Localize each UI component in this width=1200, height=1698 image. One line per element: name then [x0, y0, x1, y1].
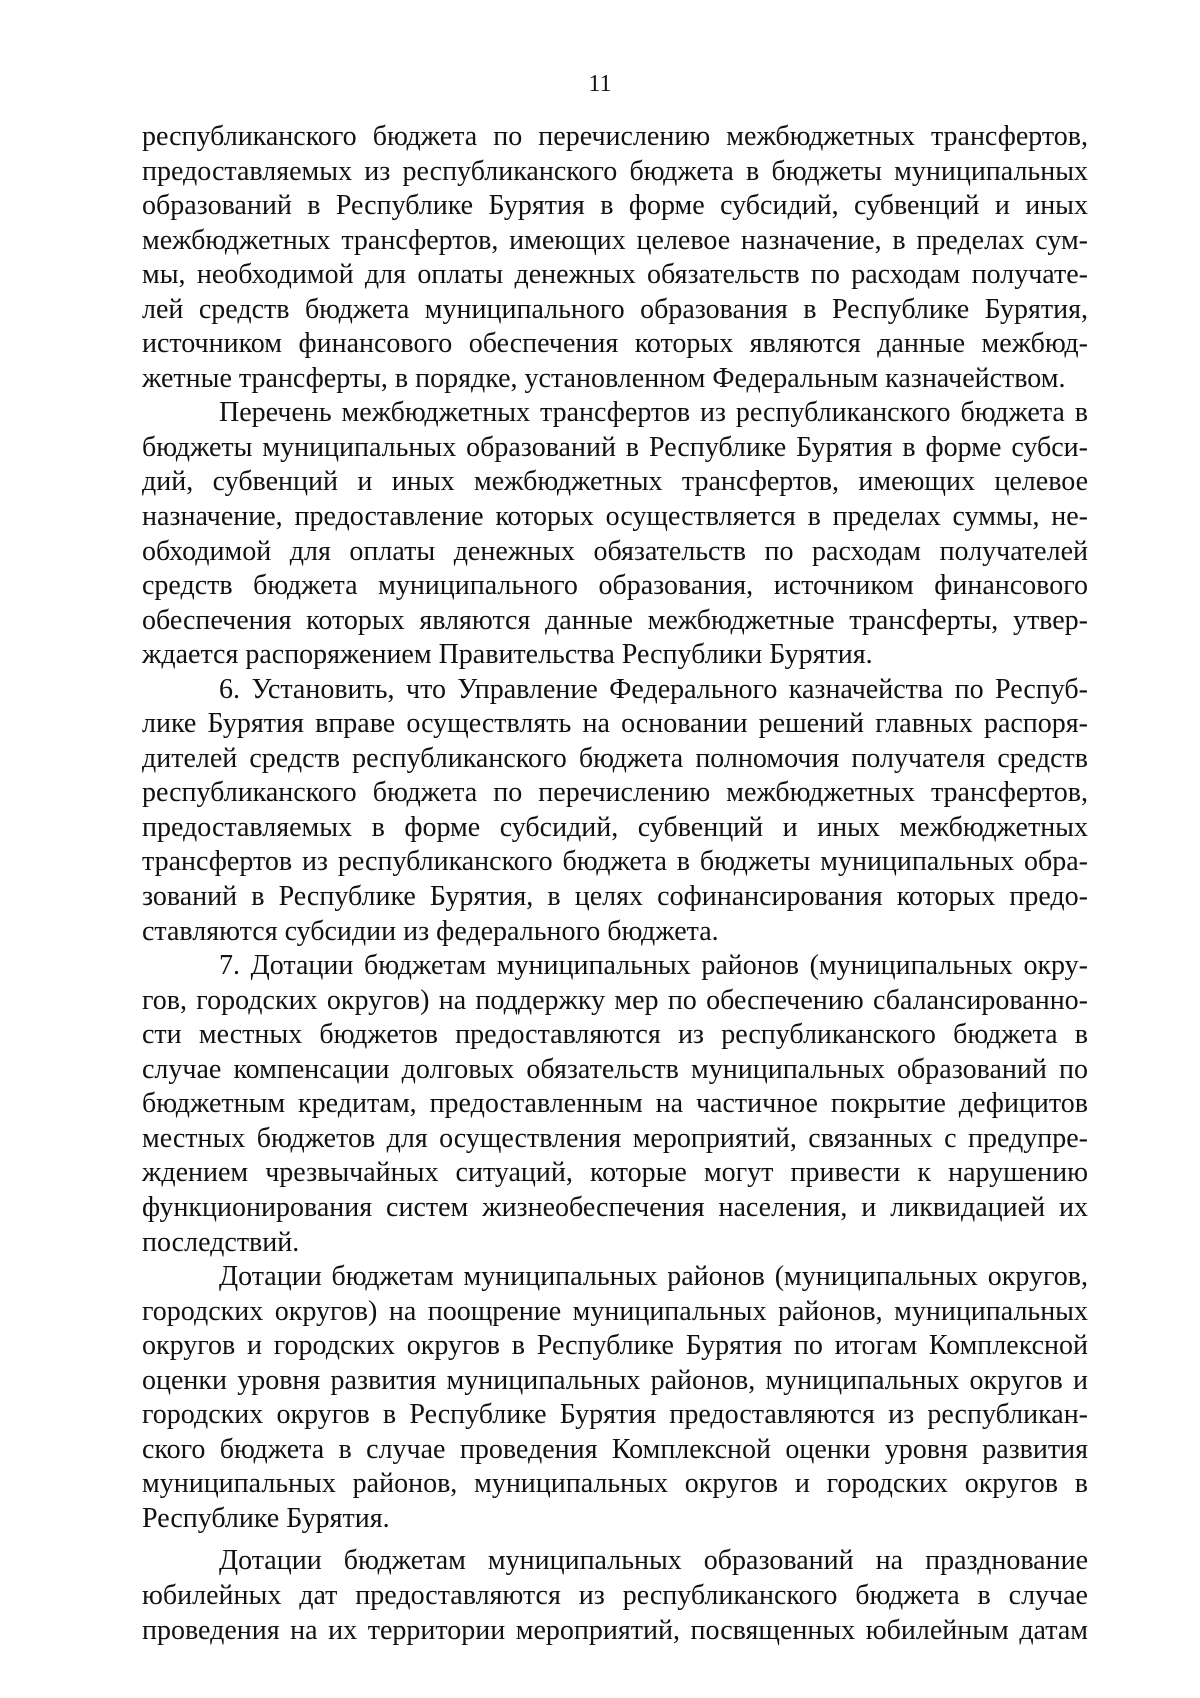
- text-line: межбюджетных трансфертов, имеющих целевое назначение, в пределах сум-: [142, 224, 1088, 256]
- text-line: дителей средств республиканского бюджета полномочия получателя средств: [142, 742, 1088, 774]
- text-line: предоставляемых в форме субсидий, субвенций и иных межбюджетных: [142, 811, 1088, 843]
- text-line: муниципальных районов, муниципальных округов и городских округов в: [142, 1468, 1088, 1500]
- text-line: гов, городских округов) на поддержку мер по обеспечению сбалансированно-: [142, 984, 1088, 1016]
- text-line: ского бюджета в случае проведения Комплексной оценки уровня развития: [142, 1433, 1088, 1465]
- text-line: бюджетным кредитам, предоставленным на частичное покрытие дефицитов: [142, 1088, 1088, 1120]
- text-line: Перечень межбюджетных трансфертов из республиканского бюджета в: [219, 397, 1088, 429]
- paragraph-gap: [142, 1536, 1088, 1544]
- text-line: лей средств бюджета муниципального образования в Республике Бурятия,: [142, 293, 1088, 325]
- text-line: 6. Установить, что Управление Федерального казначейства по Респуб-: [219, 673, 1088, 705]
- text-line: образований в Республике Бурятия в форме субсидий, субвенций и иных: [142, 190, 1088, 222]
- text-line: трансфертов из республиканского бюджета в бюджеты муниципальных обра-: [142, 846, 1088, 878]
- page-number: 11: [588, 71, 612, 97]
- text-line: источником финансового обеспечения которых являются данные межбюд-: [142, 328, 1088, 360]
- paragraph: [142, 673, 1088, 949]
- text-line: бюджеты муниципальных образований в Республике Бурятия в форме субси-: [142, 431, 1088, 463]
- paragraph: [142, 1260, 1088, 1536]
- text-line: случае компенсации долговых обязательств муниципальных образований по: [142, 1053, 1088, 1085]
- text-line: городских округов в Республике Бурятия предоставляются из республикан-: [142, 1399, 1088, 1431]
- text-line: местных бюджетов для осуществления мероприятий, связанных с предупре-: [142, 1122, 1088, 1154]
- text-line: Республике Бурятия.: [142, 1502, 390, 1534]
- text-line: 7. Дотации бюджетам муниципальных районов (муниципальных окру-: [219, 950, 1088, 982]
- text-line: оценки уровня развития муниципальных районов, муниципальных округов и: [142, 1364, 1088, 1396]
- text-line: жетные трансферты, в порядке, установленном Федеральным казначейством.: [142, 362, 1066, 394]
- text-line: ждением чрезвычайных ситуаций, которые могут привести к нарушению: [142, 1157, 1088, 1189]
- text-line: сти местных бюджетов предоставляются из республиканского бюджета в: [142, 1019, 1088, 1051]
- text-line: мы, необходимой для оплаты денежных обязательств по расходам получате-: [142, 259, 1088, 291]
- text-line: зований в Республике Бурятия, в целях софинансирования которых предо-: [142, 881, 1088, 913]
- paragraph: [142, 949, 1088, 1260]
- text-line: средств бюджета муниципального образования, источником финансового: [142, 570, 1088, 602]
- paragraph: [142, 120, 1088, 396]
- text-line: функционирования систем жизнеобеспечения населения, и ликвидацией их: [142, 1191, 1088, 1223]
- text-line: дий, субвенций и иных межбюджетных трансфертов, имеющих целевое: [142, 466, 1088, 498]
- text-line: обходимой для оплаты денежных обязательств по расходам получателей: [142, 535, 1088, 567]
- text-line: последствий.: [142, 1226, 300, 1258]
- text-line: городских округов) на поощрение муниципальных районов, муниципальных: [142, 1295, 1088, 1327]
- text-line: назначение, предоставление которых осуществляется в пределах суммы, не-: [142, 501, 1088, 533]
- text-line: ждается распоряжением Правительства Республики Бурятия.: [142, 639, 873, 671]
- paragraph: [142, 396, 1088, 672]
- text-line: республиканского бюджета по перечислению межбюджетных трансфертов,: [142, 777, 1088, 809]
- text-line: Дотации бюджетам муниципальных районов (муниципальных округов,: [219, 1261, 1088, 1293]
- text-line: предоставляемых из республиканского бюджета в бюджеты муниципальных: [142, 155, 1088, 187]
- paragraph: [142, 1544, 1088, 1648]
- text-line: юбилейных дат предоставляются из республиканского бюджета в случае: [142, 1579, 1088, 1611]
- text-line: республиканского бюджета по перечислению межбюджетных трансфертов,: [142, 121, 1088, 152]
- text-line: Дотации бюджетам муниципальных образований на празднование: [219, 1545, 1088, 1577]
- text-line: обеспечения которых являются данные межбюджетные трансферты, утвер-: [142, 604, 1088, 636]
- text-line: округов и городских округов в Республике Бурятия по итогам Комплексной: [142, 1330, 1088, 1362]
- text-line: проведения на их территории мероприятий, посвященных юбилейным датам: [142, 1614, 1088, 1646]
- text-line: лике Бурятия вправе осуществлять на основании решений главных распоря-: [142, 708, 1088, 740]
- document-body: [142, 120, 1088, 1648]
- text-line: ставляются субсидии из федерального бюджета.: [142, 915, 719, 947]
